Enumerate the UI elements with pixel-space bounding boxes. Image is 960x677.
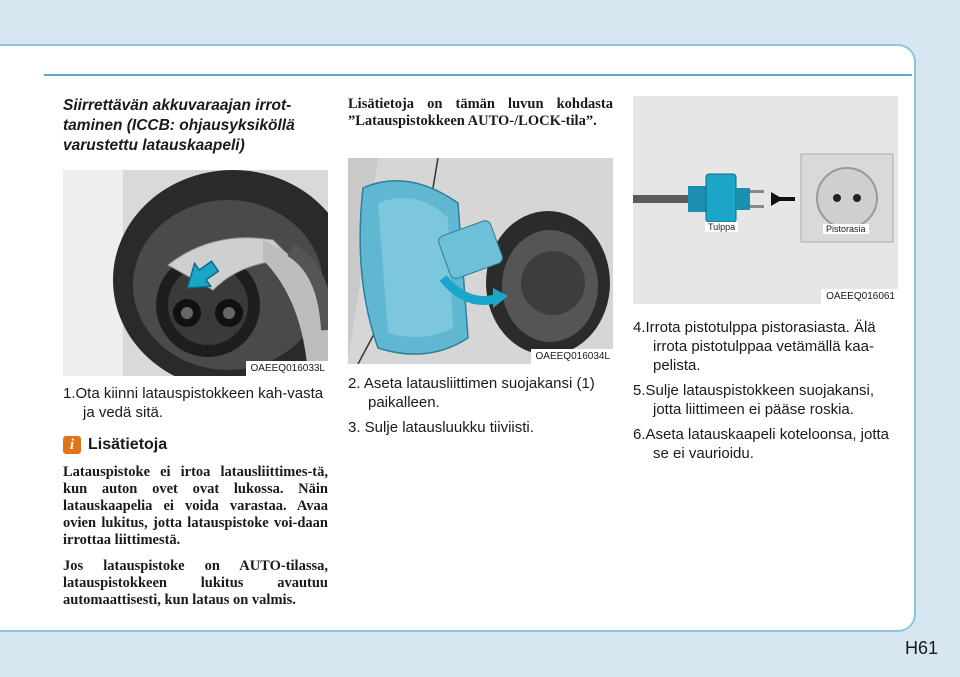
column-1 [63,96,328,609]
figure-code: OAEEQ016033L [246,361,329,376]
plug-and-socket-illustration [633,96,898,304]
plug-label: Tulppa [705,222,738,232]
charging-lid-illustration [348,158,613,364]
page-number: H61 [904,638,938,658]
info-paragraph-2: Jos latauspistoke on AUTO-tilassa, latauspistokkeen lukitus avautuu automaattisesti, kun lataus on valmis. [63,558,328,608]
charging-plug-illustration [63,170,328,376]
section-title: Siirrettävän akkuvaraajan irrot-taminen (ICCB: ohjausyksiköllä varustettu latauskaapeli) [63,97,295,154]
intro-paragraph: Lisätietoja on tämän luvun kohdasta ”Latauspistokkeen AUTO-/LOCK-tila”. [348,96,613,129]
info-paragraph-1: Latauspistoke ei irtoa latausliittimes-tä, kun auton ovet ovat lukossa. Näin latauskaapelia ei voida varastaa. Avaa ovien lukitus, jotta latauspistoke voi-daan irrottaa liittimestä. [63,464,328,548]
header-rule [44,74,912,76]
step-6: 6.Aseta latauskaapeli koteloonsa, jotta se ei vaurioidu. [633,426,890,462]
plug-socket-figure [633,96,898,304]
info-header [63,436,328,454]
column-2 [348,96,613,443]
step-5: 5.Sulje latauspistokkeen suojakansi, jotta liittimeen ei pääse roskia. [633,382,874,418]
charging-lid-figure [348,158,613,364]
charging-port-figure [63,170,328,376]
figure-code: OAEEQ016034L [531,349,614,364]
socket-label: Pistorasia [823,224,869,234]
figure-code: OAEEQ016061 [821,289,898,304]
step-3: 3. Sulje latausluukku tiiviisti. [348,419,534,436]
step-2: 2. Aseta latausliittimen suojakansi (1) paikalleen. [348,375,595,411]
step-4: 4.Irrota pistotulppa pistorasiasta. Älä irrota pistotulppaa vetämällä kaa-pelista. [633,319,876,374]
info-title: Lisätietoja [88,436,168,453]
column-3 [633,96,898,469]
info-icon: i [63,436,81,454]
step-1: 1.Ota kiinni latauspistokkeen kah-vasta ja vedä sitä. [63,385,324,421]
